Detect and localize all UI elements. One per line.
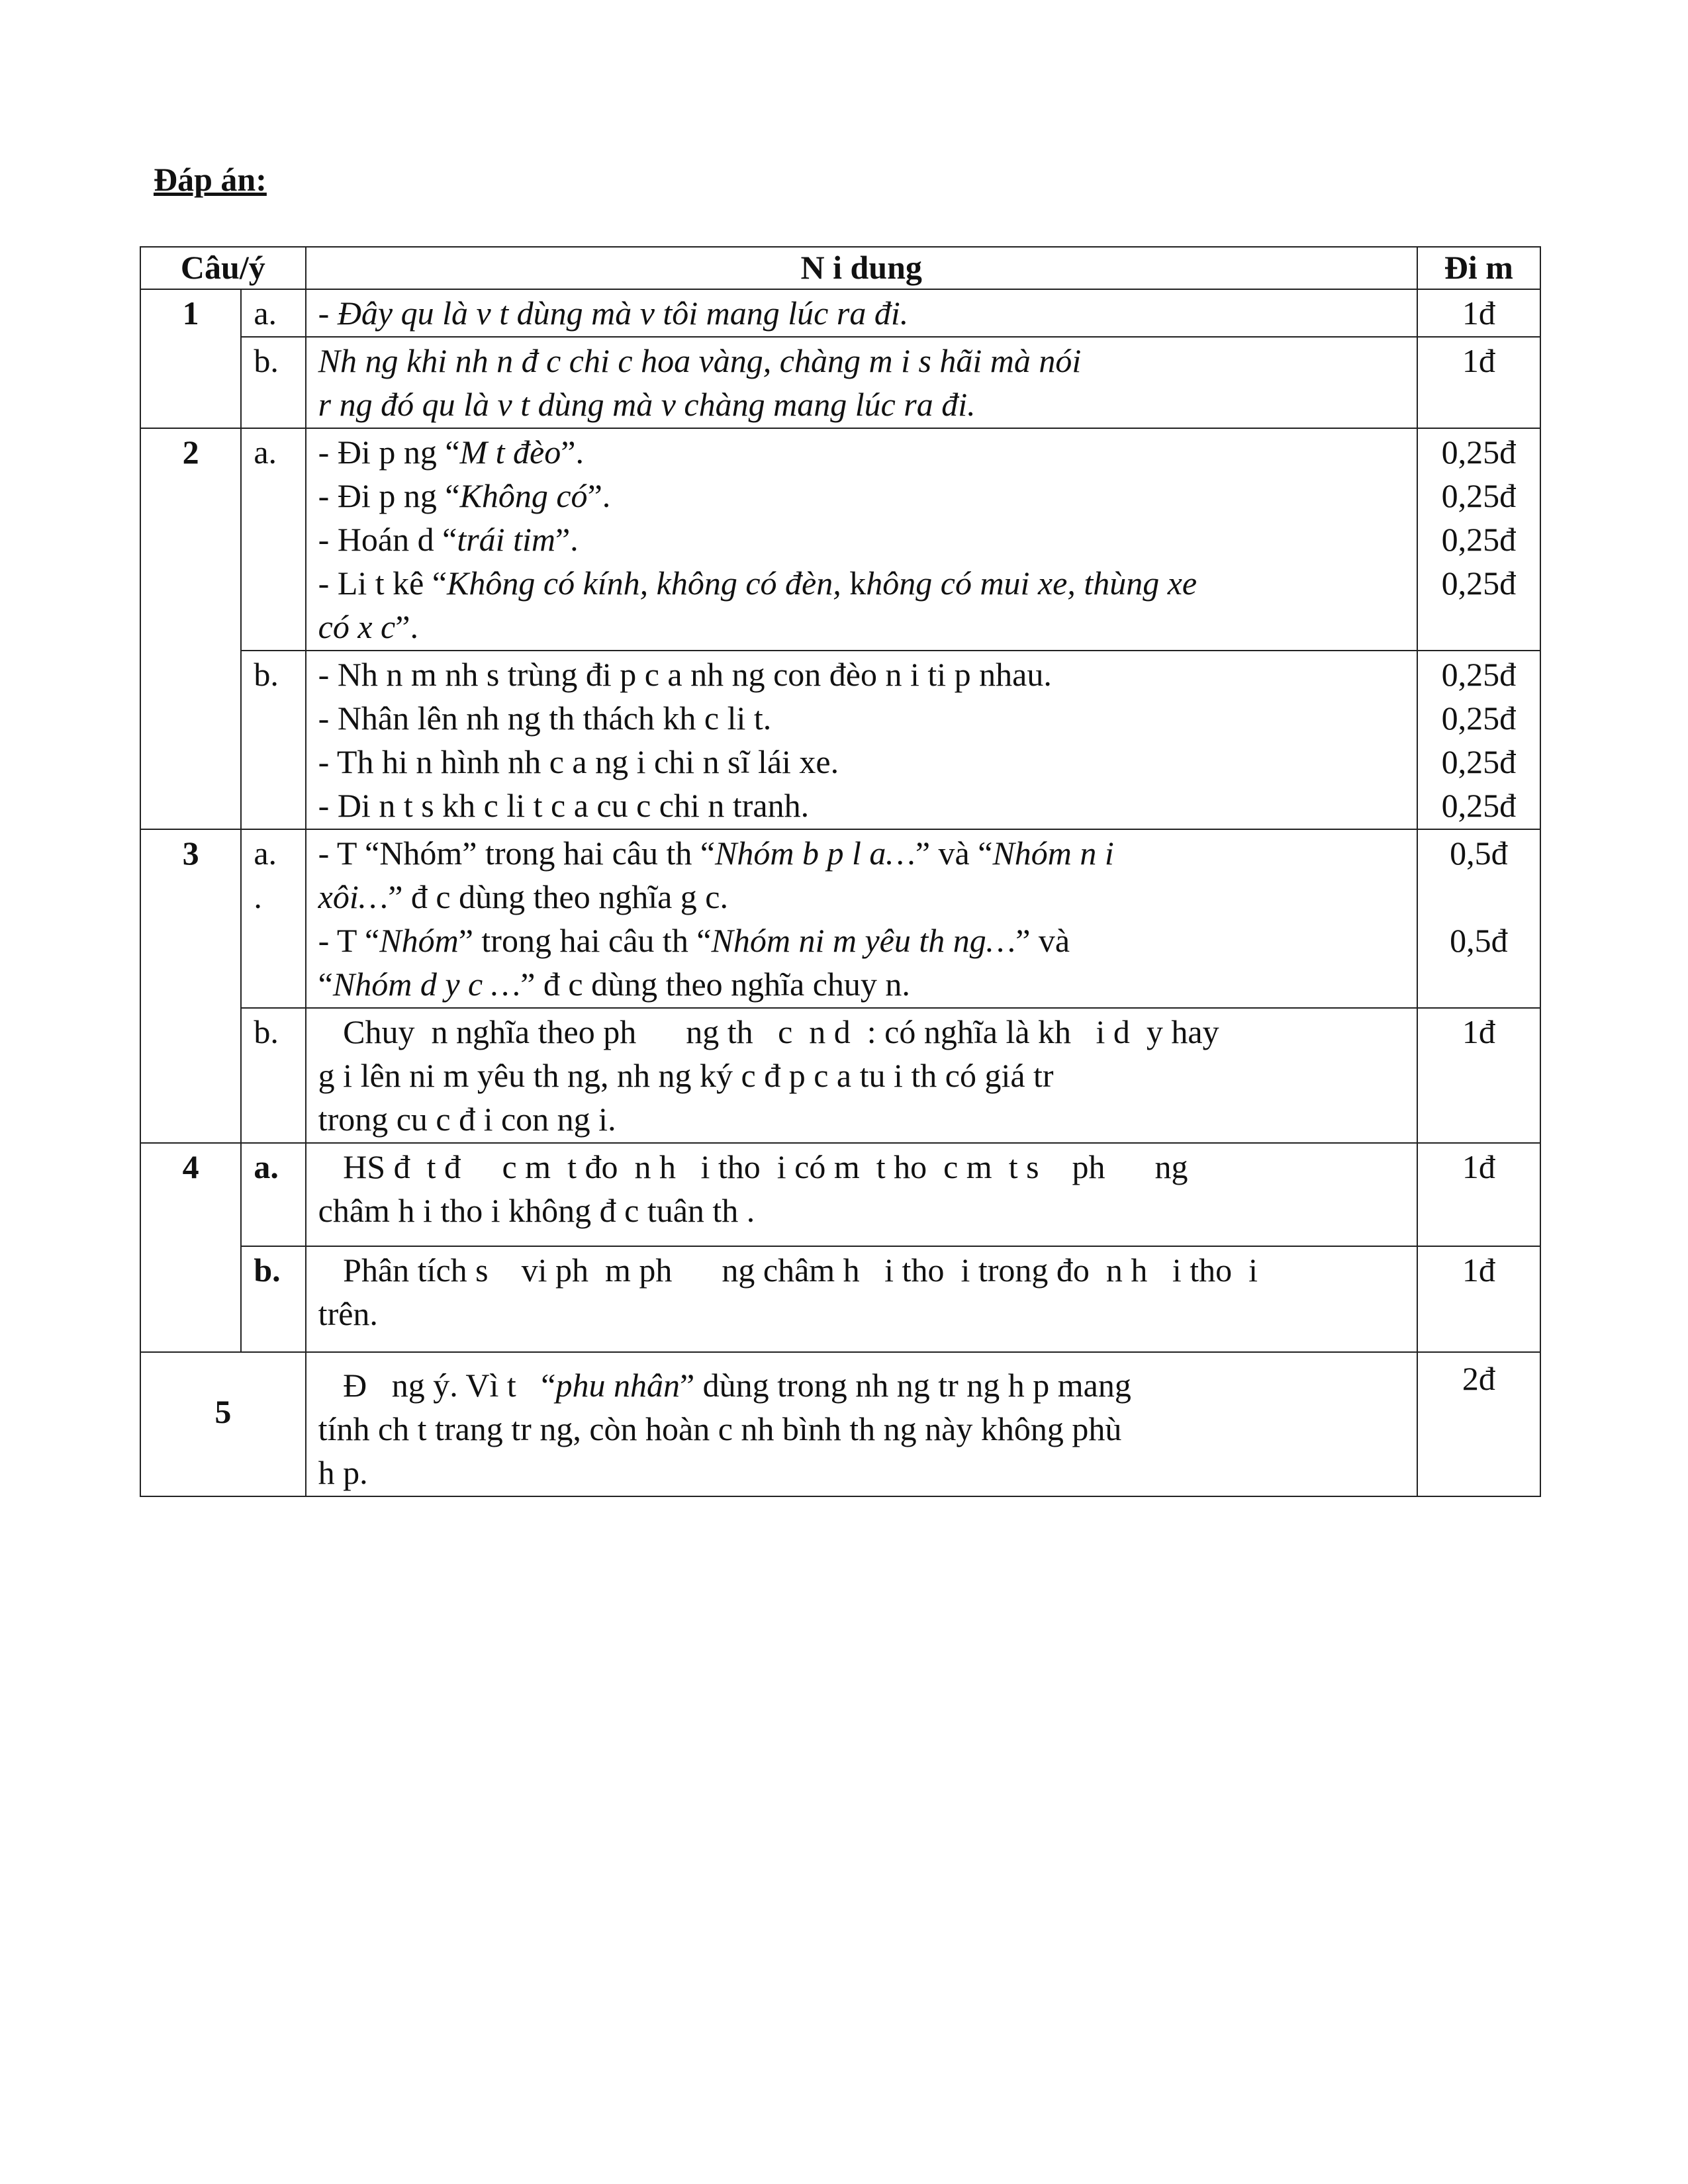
content-line: - Th hi n hình nh c a ng i chi n sĩ lái xe. bbox=[318, 743, 839, 780]
table-row bbox=[140, 289, 1540, 337]
sub-label: b. bbox=[241, 337, 305, 428]
text-run: ” đ c dùng theo nghĩa g c. bbox=[388, 878, 728, 915]
text-run: Đ ng ý. Vì t “ bbox=[318, 1367, 556, 1404]
points-value: 1đ bbox=[1462, 342, 1495, 379]
points-spacer bbox=[1430, 875, 1528, 919]
content-line: - Nhân lên nh ng th thách kh c li t. bbox=[318, 700, 772, 737]
points-cell bbox=[1417, 1008, 1540, 1143]
content-line: g i lên ni m yêu th ng, nh ng ký c đ p c a tu i th có giá tr bbox=[318, 1057, 1054, 1094]
italic-run: trái tim bbox=[457, 521, 555, 558]
points-value: 0,5đ bbox=[1450, 835, 1508, 872]
text-run: ” đ c dùng theo nghĩa chuy n. bbox=[520, 966, 910, 1003]
content-line: Chuy n nghĩa theo ph ng th c n d : có nghĩa là kh i d y hay bbox=[318, 1013, 1219, 1050]
points-cell bbox=[1417, 289, 1540, 337]
points-value: 0,25đ bbox=[1441, 477, 1517, 514]
page-title: Đáp án: bbox=[154, 161, 267, 198]
points-value: 0,25đ bbox=[1441, 743, 1517, 780]
content-line: Phân tích s vi ph m ph ng châm h i tho i trong đo n h i tho i bbox=[318, 1251, 1258, 1289]
table-row bbox=[140, 1008, 1540, 1143]
answer-table bbox=[140, 246, 1541, 1497]
italic-run: phu nhân bbox=[555, 1367, 680, 1404]
content-line: trong cu c đ i con ng i. bbox=[318, 1101, 616, 1138]
content-cell bbox=[306, 1246, 1417, 1352]
content-line bbox=[318, 474, 1405, 518]
content-line bbox=[318, 561, 1405, 605]
question-number: 4 bbox=[140, 1143, 241, 1352]
content-line: h p. bbox=[318, 1454, 368, 1491]
italic-run: Không có bbox=[459, 477, 588, 514]
content-line: r ng đó qu là v t dùng mà v chàng mang lúc ra đi. bbox=[318, 386, 976, 423]
content-line bbox=[318, 962, 1405, 1006]
table-row bbox=[140, 1352, 1540, 1496]
text-run: “ bbox=[318, 966, 333, 1003]
content-cell bbox=[306, 1008, 1417, 1143]
points-cell bbox=[1417, 1143, 1540, 1246]
text-run: ” và bbox=[1015, 922, 1070, 959]
question-number: 3 bbox=[140, 829, 241, 1143]
text-run: ” dùng trong nh ng tr ng h p mang bbox=[679, 1367, 1131, 1404]
text-run: - Li t kê “ bbox=[318, 565, 447, 602]
table-row bbox=[140, 1246, 1540, 1352]
points-value: 1đ bbox=[1462, 1013, 1495, 1050]
points-value: 1đ bbox=[1462, 1148, 1495, 1185]
italic-run: xôi… bbox=[318, 878, 389, 915]
points-cell bbox=[1417, 1352, 1540, 1496]
points-value: 0,5đ bbox=[1450, 922, 1508, 959]
sub-label: a. bbox=[241, 1143, 305, 1246]
points-cell bbox=[1417, 337, 1540, 428]
text-run: ”. bbox=[561, 433, 584, 471]
content-line bbox=[318, 875, 1405, 919]
points-value: 2đ bbox=[1462, 1360, 1495, 1397]
table-row bbox=[140, 428, 1540, 651]
points-value: 1đ bbox=[1462, 1251, 1495, 1289]
text-run: - Đi p ng “ bbox=[318, 433, 460, 471]
content-line: Nh ng khi nh n đ c chi c hoa vàng, chàng m i s hãi mà nói bbox=[318, 342, 1082, 379]
points-value: 1đ bbox=[1462, 295, 1495, 332]
content-line bbox=[318, 605, 1405, 649]
sub-label: a. bbox=[241, 428, 305, 651]
table-row bbox=[140, 651, 1540, 829]
content-line: - Nh n m nh s trùng đi p c a nh ng con đèo n i ti p nhau. bbox=[318, 656, 1052, 693]
content-cell bbox=[306, 829, 1417, 1008]
question-number: 2 bbox=[140, 428, 241, 829]
header-cau: Câu/ý bbox=[140, 247, 306, 289]
points-value: 0,25đ bbox=[1441, 700, 1517, 737]
content-cell bbox=[306, 289, 1417, 337]
points-value: 0,25đ bbox=[1441, 787, 1517, 824]
italic-run: M t đèo bbox=[459, 433, 561, 471]
header-diem: Đi m bbox=[1417, 247, 1540, 289]
text-run: ”. bbox=[587, 477, 611, 514]
italic-run: Nhóm bbox=[379, 922, 459, 959]
text-run: - T “Nhóm” trong hai câu th “ bbox=[318, 835, 716, 872]
content-line: HS đ t đ c m t đo n h i tho i có m t ho c m t s ph ng bbox=[318, 1148, 1188, 1185]
italic-run: Nhóm n i bbox=[992, 835, 1114, 872]
italic-run: hông có mui xe, thùng xe bbox=[866, 565, 1197, 602]
points-cell bbox=[1417, 428, 1540, 651]
italic-run: Nhóm ni m yêu th ng… bbox=[711, 922, 1016, 959]
points-cell bbox=[1417, 829, 1540, 1008]
sub-label: a. bbox=[241, 289, 305, 337]
text-run: - T “ bbox=[318, 922, 380, 959]
points-cell bbox=[1417, 651, 1540, 829]
text-run: ” trong hai câu th “ bbox=[458, 922, 712, 959]
sub-label: b. bbox=[241, 1008, 305, 1143]
sub-label: b. bbox=[241, 1246, 305, 1352]
content-cell bbox=[306, 1352, 1417, 1496]
table-row bbox=[140, 337, 1540, 428]
content-cell bbox=[306, 428, 1417, 651]
points-cell bbox=[1417, 1246, 1540, 1352]
text-run: - Đi p ng “ bbox=[318, 477, 460, 514]
question-number: 5 bbox=[140, 1352, 306, 1496]
text-run: k bbox=[841, 565, 867, 602]
points-value: 0,25đ bbox=[1441, 521, 1517, 558]
content-line bbox=[318, 1363, 1405, 1407]
content-line: châm h i tho i không đ c tuân th . bbox=[318, 1192, 755, 1229]
points-value: 0,25đ bbox=[1441, 565, 1517, 602]
text-run: ”. bbox=[395, 608, 418, 645]
sub-label: a. . bbox=[241, 829, 305, 1008]
content-line: - Di n t s kh c li t c a cu c chi n tranh. bbox=[318, 787, 810, 824]
text-run: ”. bbox=[555, 521, 579, 558]
table-row bbox=[140, 1143, 1540, 1246]
points-value: 0,25đ bbox=[1441, 433, 1517, 471]
italic-run: Nhóm d y c … bbox=[332, 966, 521, 1003]
table-header-row bbox=[140, 247, 1540, 289]
table-row bbox=[140, 829, 1540, 1008]
points-value: 0,25đ bbox=[1441, 656, 1517, 693]
content-line: tính ch t trang tr ng, còn hoàn c nh bình th ng này không phù bbox=[318, 1410, 1122, 1447]
question-number: 1 bbox=[140, 289, 241, 428]
header-noidung: N i dung bbox=[306, 247, 1417, 289]
sub-label: b. bbox=[241, 651, 305, 829]
content-line: trên. bbox=[318, 1295, 378, 1332]
content-line bbox=[318, 919, 1405, 962]
content-cell bbox=[306, 1143, 1417, 1246]
content-line bbox=[318, 430, 1405, 474]
italic-run: Không có kính, không có đèn, bbox=[447, 565, 841, 602]
italic-run: có x c bbox=[318, 608, 396, 645]
content-cell bbox=[306, 337, 1417, 428]
content-line bbox=[318, 831, 1405, 875]
text-run: ” và “ bbox=[915, 835, 993, 872]
content-line: - Đây qu là v t dùng mà v tôi mang lúc ra đi. bbox=[318, 295, 909, 332]
text-run: - Hoán d “ bbox=[318, 521, 457, 558]
content-cell bbox=[306, 651, 1417, 829]
content-line bbox=[318, 518, 1405, 561]
italic-run: Nhóm b p l a… bbox=[715, 835, 915, 872]
